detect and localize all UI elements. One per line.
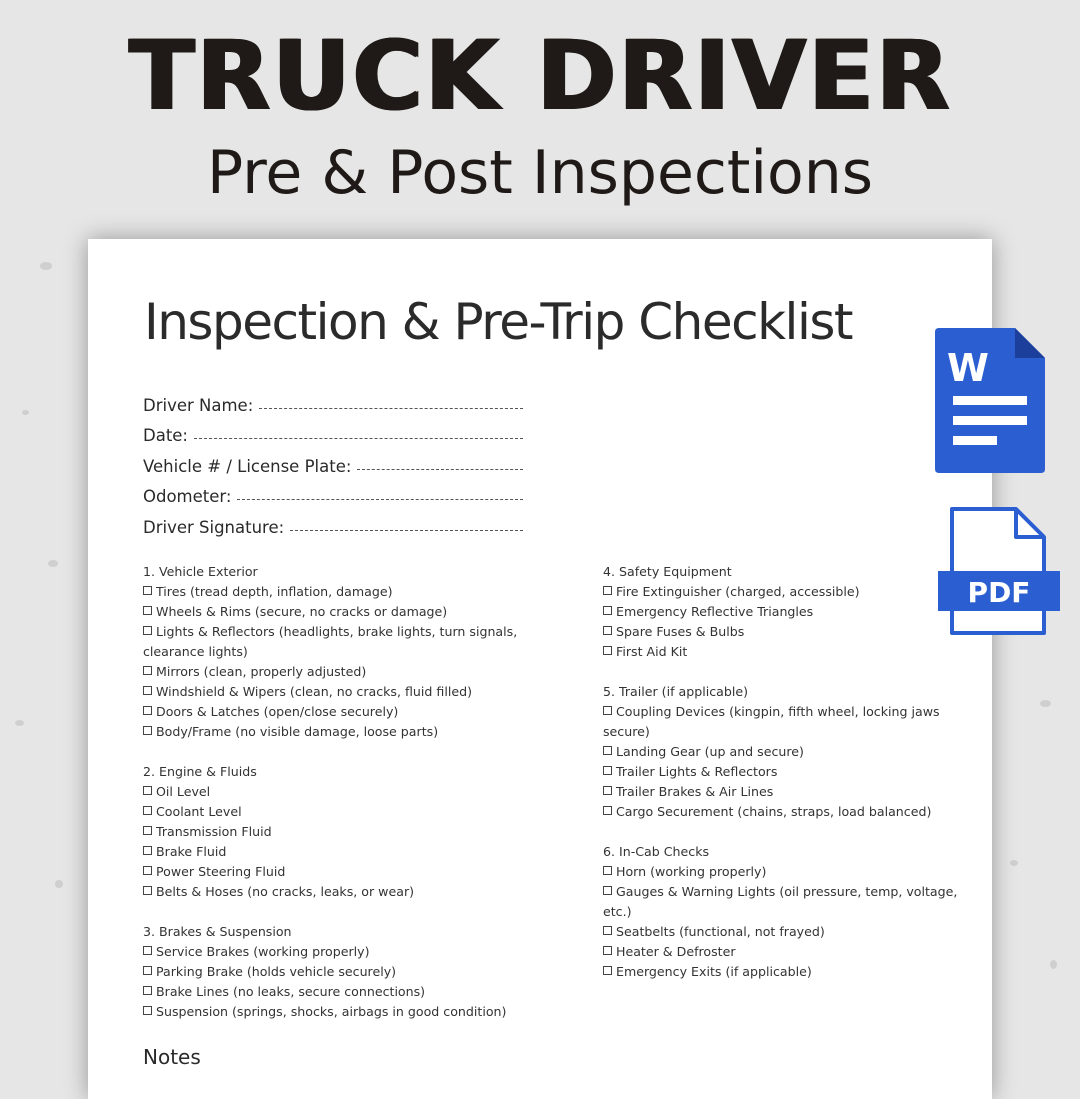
checklist-section bbox=[143, 562, 543, 742]
checkbox[interactable] bbox=[143, 586, 152, 595]
form-field-label: Driver Signature: bbox=[143, 517, 285, 537]
checklist-item-label: Heater & Defroster bbox=[616, 944, 736, 959]
checklist-item-label: Trailer Lights & Reflectors bbox=[616, 764, 778, 779]
checklist-item-label: Fire Extinguisher (charged, accessible) bbox=[616, 584, 860, 599]
checklist-item bbox=[143, 942, 543, 962]
background-speck bbox=[1040, 700, 1051, 707]
checklist-item bbox=[603, 742, 968, 762]
checkbox[interactable] bbox=[603, 606, 612, 615]
checkbox[interactable] bbox=[143, 606, 152, 615]
checklist-item bbox=[603, 602, 968, 622]
checklist-item bbox=[143, 862, 543, 882]
background-speck bbox=[15, 720, 24, 726]
notes-heading: Notes bbox=[143, 1045, 201, 1069]
checkbox[interactable] bbox=[143, 1006, 152, 1015]
form-field-label: Odometer: bbox=[143, 487, 232, 506]
checklist-item bbox=[143, 802, 543, 822]
checklist-item-label: Landing Gear (up and secure) bbox=[616, 744, 804, 759]
checklist-item-label: Spare Fuses & Bulbs bbox=[616, 624, 745, 639]
checklist-item bbox=[603, 942, 968, 962]
banner-subtitle: Pre & Post Inspections bbox=[206, 138, 874, 208]
checkbox[interactable] bbox=[143, 986, 152, 995]
checklist-item bbox=[143, 682, 543, 702]
section-title: 6. In-Cab Checks bbox=[603, 844, 710, 859]
form-field-blank-line[interactable] bbox=[357, 469, 523, 470]
checklist-item bbox=[603, 622, 968, 642]
checklist-item bbox=[143, 602, 543, 622]
checklist-item bbox=[143, 662, 543, 682]
form-field-blank-line[interactable] bbox=[259, 408, 523, 409]
checklist-column-left bbox=[143, 562, 543, 1042]
checkbox[interactable] bbox=[603, 786, 612, 795]
checklist-item bbox=[143, 582, 543, 602]
checkbox[interactable] bbox=[143, 886, 152, 895]
checklist-column-right bbox=[603, 562, 968, 1002]
checklist-item-label: Windshield & Wipers (clean, no cracks, fluid filled) bbox=[156, 684, 472, 699]
checklist-item-label: Emergency Exits (if applicable) bbox=[616, 964, 812, 979]
form-field-blank-line[interactable] bbox=[194, 438, 523, 439]
checkbox[interactable] bbox=[603, 746, 612, 755]
checklist-item bbox=[143, 1002, 543, 1022]
checkbox[interactable] bbox=[603, 766, 612, 775]
form-field-blank-line[interactable] bbox=[237, 499, 523, 500]
checklist-item-label: Tires (tread depth, inflation, damage) bbox=[156, 584, 393, 599]
background-speck bbox=[1010, 860, 1018, 866]
word-letter: W bbox=[947, 346, 989, 390]
checkbox[interactable] bbox=[143, 826, 152, 835]
checkbox[interactable] bbox=[603, 586, 612, 595]
pdf-label: PDF bbox=[967, 576, 1031, 609]
checkbox[interactable] bbox=[143, 626, 152, 635]
checkbox[interactable] bbox=[603, 886, 612, 895]
checkbox[interactable] bbox=[603, 806, 612, 815]
checklist-item-label: Parking Brake (holds vehicle securely) bbox=[156, 964, 397, 979]
checklist-item-label: Emergency Reflective Triangles bbox=[616, 604, 814, 619]
checklist-item-label: Brake Fluid bbox=[156, 844, 227, 859]
section-title: 2. Engine & Fluids bbox=[143, 764, 257, 779]
checklist-item bbox=[603, 962, 968, 982]
document-title: Inspection & Pre-Trip Checklist bbox=[144, 293, 852, 351]
checklist-item bbox=[603, 582, 968, 602]
checkbox[interactable] bbox=[143, 686, 152, 695]
checklist-item-label: Gauges & Warning Lights (oil pressure, temp, voltage, etc.) bbox=[603, 884, 958, 919]
checklist-item bbox=[143, 882, 543, 902]
checklist-section bbox=[603, 682, 968, 822]
checklist-section bbox=[603, 562, 968, 662]
checkbox[interactable] bbox=[603, 926, 612, 935]
form-field bbox=[143, 384, 523, 415]
checklist-section bbox=[603, 842, 968, 982]
checkbox[interactable] bbox=[143, 946, 152, 955]
form-field-blank-line[interactable] bbox=[290, 530, 523, 531]
checklist-item-label: Body/Frame (no visible damage, loose parts) bbox=[156, 724, 439, 739]
checkbox[interactable] bbox=[603, 626, 612, 635]
checklist-item-label: Seatbelts (functional, not frayed) bbox=[616, 924, 825, 939]
checkbox[interactable] bbox=[143, 726, 152, 735]
checklist-item-label: Trailer Brakes & Air Lines bbox=[616, 784, 774, 799]
checklist-item-label: Belts & Hoses (no cracks, leaks, or wear) bbox=[156, 884, 415, 899]
background-speck bbox=[22, 410, 29, 415]
driver-info-fields bbox=[143, 384, 523, 537]
checklist-item-label: Oil Level bbox=[156, 784, 211, 799]
checklist-item bbox=[143, 842, 543, 862]
checklist-item-label: Lights & Reflectors (headlights, brake lights, turn signals, clearance lights) bbox=[143, 624, 518, 659]
checklist-item-label: Power Steering Fluid bbox=[156, 864, 286, 879]
word-document-icon bbox=[935, 328, 1045, 473]
checklist-section bbox=[143, 762, 543, 902]
checkbox[interactable] bbox=[603, 706, 612, 715]
checklist-item bbox=[143, 962, 543, 982]
form-field-label: Driver Name: bbox=[143, 395, 254, 415]
checklist-item bbox=[603, 702, 968, 742]
form-field-label: Date: bbox=[143, 426, 188, 445]
checkbox[interactable] bbox=[143, 846, 152, 855]
checkbox[interactable] bbox=[143, 806, 152, 815]
checklist-item-label: First Aid Kit bbox=[616, 644, 688, 659]
checklist-item-label: Transmission Fluid bbox=[156, 824, 272, 839]
checklist-item bbox=[603, 762, 968, 782]
checkbox[interactable] bbox=[143, 706, 152, 715]
section-title: 3. Brakes & Suspension bbox=[143, 924, 292, 939]
checkbox[interactable] bbox=[603, 646, 612, 655]
checkbox[interactable] bbox=[603, 946, 612, 955]
section-title: 4. Safety Equipment bbox=[603, 564, 732, 579]
checklist-item-label: Wheels & Rims (secure, no cracks or damage) bbox=[156, 604, 448, 619]
checklist-item-label: Coolant Level bbox=[156, 804, 242, 819]
section-title: 1. Vehicle Exterior bbox=[143, 564, 258, 579]
checklist-item-label: Cargo Securement (chains, straps, load balanced) bbox=[616, 804, 932, 819]
background-speck bbox=[55, 880, 63, 888]
checklist-item bbox=[603, 922, 968, 942]
form-field-label: Vehicle # / License Plate: bbox=[143, 456, 352, 476]
checklist-item bbox=[603, 882, 968, 922]
checklist-item bbox=[603, 802, 968, 822]
checklist-item bbox=[143, 782, 543, 802]
banner-title: TRUCK DRIVER bbox=[128, 20, 952, 132]
background-speck bbox=[40, 262, 52, 270]
pdf-document-icon bbox=[938, 507, 1060, 635]
checkbox[interactable] bbox=[603, 866, 612, 875]
background-speck bbox=[48, 560, 58, 567]
checklist-item bbox=[603, 862, 968, 882]
checklist-item bbox=[603, 642, 968, 662]
checkbox[interactable] bbox=[143, 966, 152, 975]
checkbox[interactable] bbox=[143, 866, 152, 875]
section-title: 5. Trailer (if applicable) bbox=[603, 684, 749, 699]
form-field bbox=[143, 415, 523, 446]
checklist-item bbox=[143, 702, 543, 722]
checklist-item bbox=[143, 722, 543, 742]
checkbox[interactable] bbox=[603, 966, 612, 975]
checklist-item-label: Coupling Devices (kingpin, fifth wheel, locking jaws secure) bbox=[603, 704, 940, 739]
checklist-item-label: Mirrors (clean, properly adjusted) bbox=[156, 664, 367, 679]
checklist-item bbox=[143, 982, 543, 1002]
checklist-item-label: Service Brakes (working properly) bbox=[156, 944, 370, 959]
checklist-item-label: Horn (working properly) bbox=[616, 864, 767, 879]
form-field bbox=[143, 506, 523, 537]
background-speck bbox=[1050, 960, 1057, 969]
checkbox[interactable] bbox=[143, 666, 152, 675]
checklist-item-label: Suspension (springs, shocks, airbags in good condition) bbox=[156, 1004, 507, 1019]
checklist-item-label: Doors & Latches (open/close securely) bbox=[156, 704, 399, 719]
checklist-item bbox=[603, 782, 968, 802]
form-field bbox=[143, 476, 523, 507]
checklist-item bbox=[143, 822, 543, 842]
checklist-section bbox=[143, 922, 543, 1022]
checklist-sheet bbox=[88, 239, 992, 1099]
form-field bbox=[143, 445, 523, 476]
checklist-item-label: Brake Lines (no leaks, secure connections) bbox=[156, 984, 426, 999]
checklist-item bbox=[143, 622, 543, 662]
checkbox[interactable] bbox=[143, 786, 152, 795]
